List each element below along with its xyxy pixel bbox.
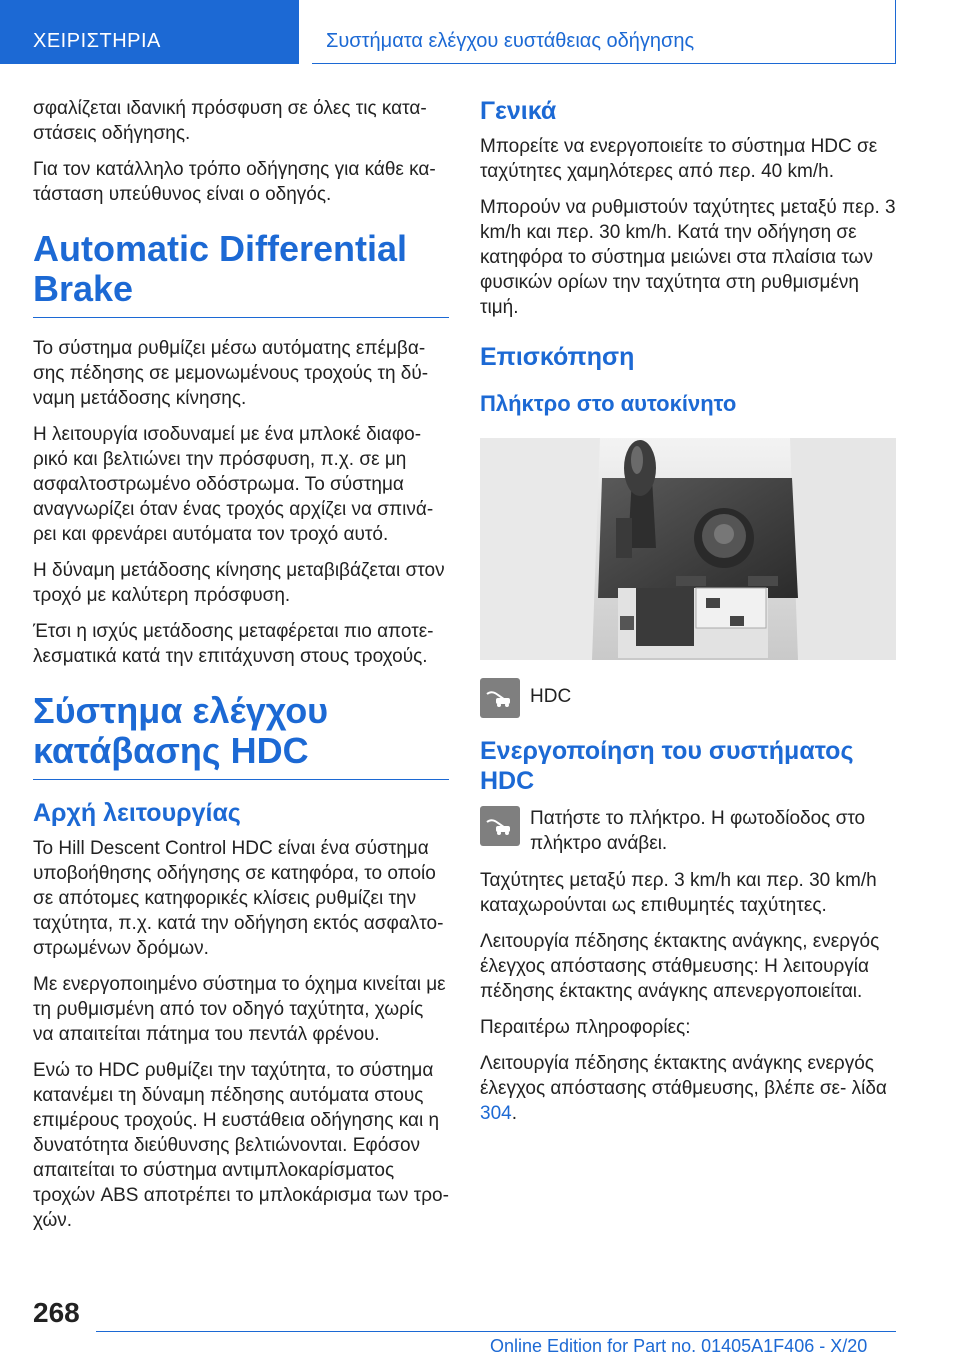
header-section-title: ΧΕΙΡΙΣΤΗΡΙΑ [33, 30, 161, 52]
paragraph-text: Λειτουργία πέδησης έκτακτης ανάγκης ενεργός έλεγχος απόστασης στάθμευσης, βλέπε σε‐ λίδα [480, 1053, 887, 1099]
hdc-icon [480, 678, 520, 718]
header-chapter-tab [312, 0, 896, 64]
hdc-icon [480, 806, 520, 846]
footer-edition: Online Edition for Part no. 01405A1F406 - X/20 [490, 1336, 868, 1356]
paragraph: Περαιτέρω πληροφορίες: [480, 1017, 691, 1038]
paragraph: Έτσι η ισχύς μετάδοσης μεταφέρεται πιο αποτε‐ λεσματικά κατά την επιτάχυνση στους τροχούς. [33, 621, 434, 667]
heading-automatic-differential-brake: Automatic Differential Brake [33, 229, 449, 318]
hdc-label: HDC [530, 686, 572, 707]
paragraph: Λειτουργία πέδησης έκτακτης ανάγκης, ενεργός έλεγχος απόστασης στάθμευσης: Η λειτουργία πέδησης έκτακτης ανάγκης απενεργοποιείται. [480, 931, 880, 1002]
paragraph: Ενώ το HDC ρυθμίζει την ταχύτητα, το σύστημα κατανέμει τη δύναμη πέδησης αυτόματα στους επιμέρους τροχούς. Η ευστάθεια οδήγησης και η δυνατότητα διεύθυνσης βελτιώνονται. Εφόσον απαιτείται το σύστημα αντιμπλοκαρίσματος τροχών ABS αποτρέπει το μπλοκάρισμα των τρο‐ χών. [33, 1060, 449, 1231]
footer-divider [96, 1331, 896, 1332]
heading-activate-hdc: Ενεργοποίηση του συστήματος HDC [480, 737, 854, 795]
heading-overview: Επισκόπηση [480, 343, 635, 371]
paragraph: Μπορείτε να ενεργοποιείτε το σύστημα HDC σε ταχύτητες χαμηλότερες από περ. 40 km/h. [480, 136, 878, 182]
paragraph: Με ενεργοποιημένο σύστημα το όχημα κινείται με τη ρυθμισμένη από τον οδηγό ταχύτητα, χωρίς να απαιτείται πάτημα του πεντάλ φρένου. [33, 974, 446, 1045]
paragraph: Το σύστημα ρυθμίζει μέσω αυτόματης επέμβα‐ σης πέδησης σε μεμονωμένους τροχούς τη δύ‐ ναμη μετάδοσης κίνησης. [33, 338, 429, 409]
paragraph: Το Hill Descent Control HDC είναι ένα σύστημα υποβοήθησης οδήγησης σε κατηφόρα, το οποίο σε απότομες κατηφορικές κλίσεις ρυθμίζει την ταχύτητα, π.χ. κατά την οδήγηση εκτός ασφαλτο‐ στρωμένων δρόμων. [33, 838, 444, 959]
hdc-button-row [480, 678, 896, 718]
paragraph-end: . [511, 1103, 517, 1124]
center-console-photo [480, 438, 896, 660]
heading-button-in-vehicle: Πλήκτρο στο αυτοκίνητο [480, 391, 737, 416]
heading-general: Γενικά [480, 97, 557, 125]
paragraph: Για τον κατάλληλο τρόπο οδήγησης για κάθε κα‐ τάσταση υπεύθυνος είναι ο οδηγός. [33, 159, 436, 205]
heading-operating-principle: Αρχή λειτουργίας [33, 799, 241, 827]
paragraph-with-link [480, 1051, 896, 1126]
right-column [480, 96, 896, 1137]
paragraph: Πατήστε το πλήκτρο. Η φωτοδίοδος στο πλήκτρο ανάβει. [530, 808, 866, 854]
press-button-row [480, 806, 896, 856]
heading-hdc-system: Σύστημα ελέγχου κατάβασης HDC [33, 691, 449, 780]
paragraph: Ταχύτητες μεταξύ περ. 3 km/h και περ. 30 km/h καταχωρούνται ως επιθυμητές ταχύτητες. [480, 870, 877, 916]
header-section-tab [0, 0, 299, 64]
page-reference-link[interactable]: 304 [480, 1103, 512, 1124]
header-chapter-title: Συστήματα ελέγχου ευστάθειας οδήγησης [326, 30, 695, 52]
paragraph: Η λειτουργία ισοδυναμεί με ένα μπλοκέ διαφο‐ ρικό και βελτιώνει την πρόσφυση, π.χ. σε μη ασφαλτοστρωμένο οδόστρωμα. Το σύστημα αναγνωρίζει όταν ένας τροχός αρχίζει να σπινά‐ ρει και φρενάρει αυτόματα τον τροχό αυτό. [33, 424, 434, 545]
paragraph: σφαλίζεται ιδανική πρόσφυση σε όλες τις κατα‐ στάσεις οδήγησης. [33, 98, 427, 144]
left-column [33, 96, 449, 1244]
page-number: 268 [33, 1297, 80, 1328]
console-illustration [480, 438, 896, 660]
paragraph: Μπορούν να ρυθμιστούν ταχύτητες μεταξύ περ. 3 km/h και περ. 30 km/h. Κατά την οδήγηση σε κατηφόρα το σύστημα μειώνει στα πλαίσια των φυσικών ορίων την ταχύτητα στη ρυθμισμένη τιμή. [480, 197, 896, 318]
paragraph: Η δύναμη μετάδοσης κίνησης μεταβιβάζεται στον τροχό με καλύτερη πρόσφυση. [33, 560, 445, 606]
